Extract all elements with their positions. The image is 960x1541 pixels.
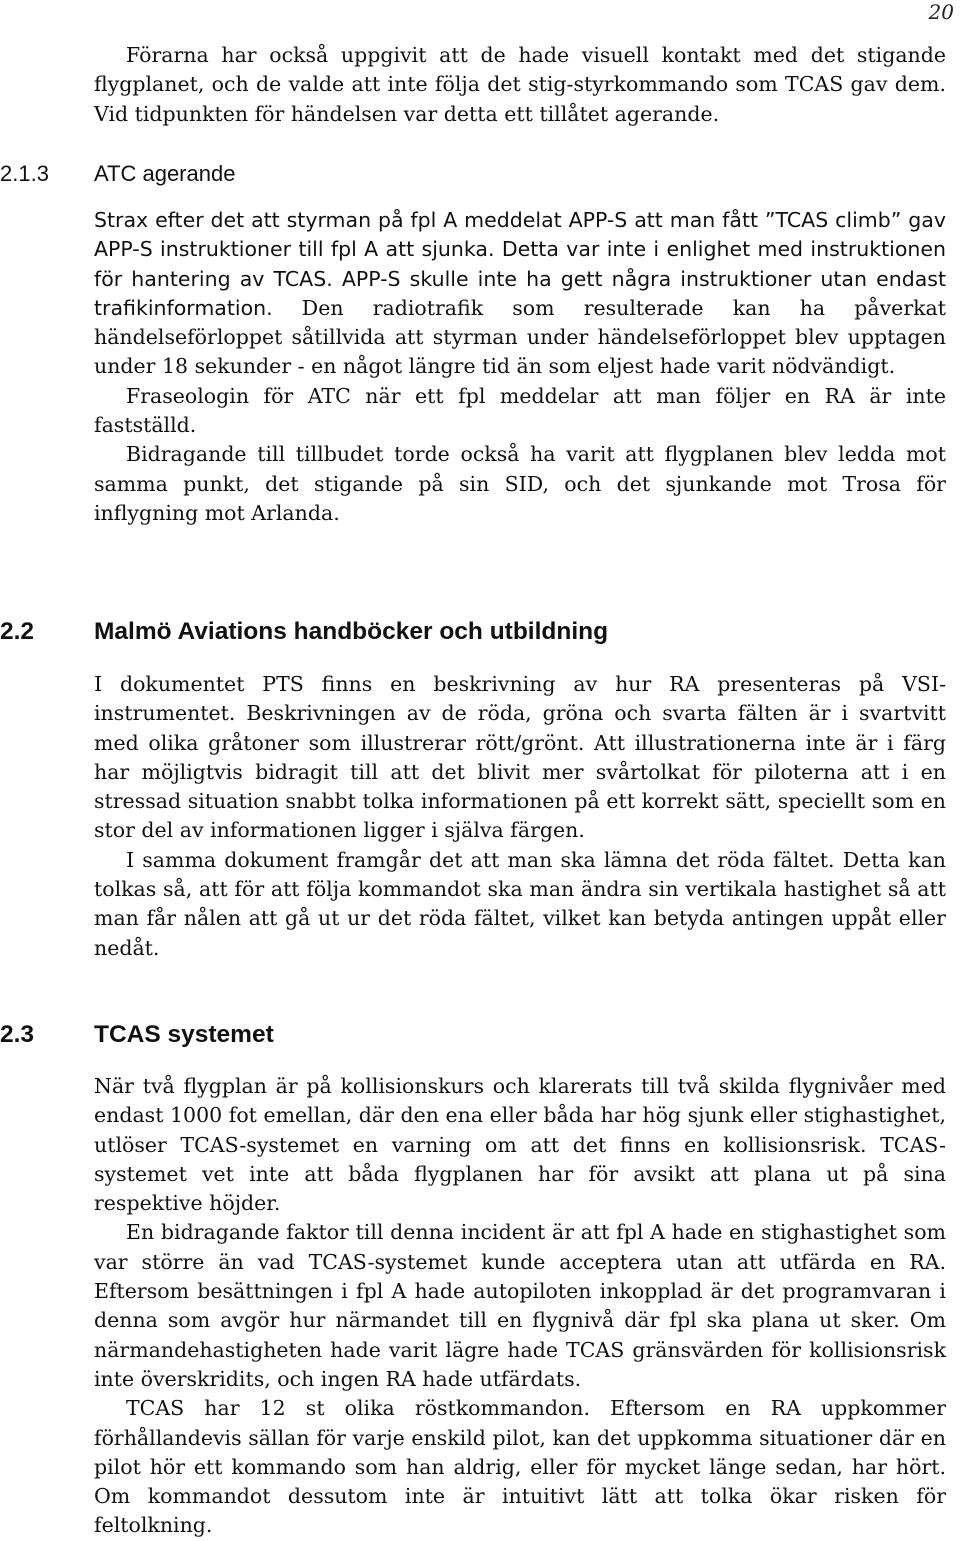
paragraph: När två flygplan är på kollisionskurs och klarerats till två skilda flygnivåer med endast 1000 fot emellan, där den ena eller båda har hög sjunk eller stighastighet, utlöser TCAS-systemet en varning om att det finns en kollisionsrisk. TCAS-systemet vet inte att båda flygplanen har för avsikt att plana ut på sina respektive höjder. xyxy=(94,1074,946,1216)
paragraph: Bidragande till tillbudet torde också ha varit att flygplanen blev ledda mot samma punkt, det stigande på sin SID, och det sjunkande mot Trosa för inflygning mot Arlanda. xyxy=(94,442,946,525)
paragraph: En bidragande faktor till denna incident är att fpl A hade en stighastighet som var större än vad TCAS-systemet kunde acceptera utan att utfärda en RA. Eftersom besättningen i fpl A hade autopiloten inkopplad är det programvaran i denna som avgör hur närmandet till en flygnivå där fpl ska plana ut sker. Om närmandehastigheten hade varit lägre hade TCAS gränsvärden för kollisionsrisk inte överskridits, och ingen RA hade utfärdats. xyxy=(94,1220,946,1391)
section-number: 2.3 xyxy=(0,1021,35,1048)
paragraph: I samma dokument framgår det att man ska lämna det röda fältet. Detta kan tolkas så, att för att följa kommandot ska man ändra sin vertikala hastighet så att man får nålen att gå ut ur det röda fältet, vilket kan betyda antingen uppåt eller nedåt. xyxy=(94,847,946,960)
section-number: 2.1.3 xyxy=(0,161,49,186)
intro-paragraph: Förarna har också uppgivit att de hade visuell kontakt med det stigande flygplanet, och de valde att inte följa det stig-styrkommando som TCAS gav dem. Vid tidpunkten för händelsen var detta ett tillåtet agerande. xyxy=(94,43,946,126)
paragraph xyxy=(94,206,946,382)
section-title: TCAS systemet xyxy=(94,1021,274,1048)
section-2-1-3-body xyxy=(94,206,946,528)
section-2-3-body xyxy=(94,1072,946,1541)
serif-run: Den radiotrafik som resulterade kan ha påverkat händelseförloppet såtillvida att styrman under händelseförloppet blev upptagen under 18 sekunder - en något längre tid än som eljest hade varit nödvändigt. xyxy=(94,295,946,379)
section-title: Malmö Aviations handböcker och utbildning xyxy=(94,618,609,645)
paragraph: TCAS har 12 st olika röstkommandon. Eftersom en RA uppkommer förhållandevis sällan för varje enskild pilot, kan det uppkomma situationer där en pilot hör ett kommando som han aldrig, eller för mycket länge sedan, har hört. Om kommandot dessutom inte är intuitivt lätt att tolka ökar risken för feltolkning. xyxy=(94,1396,946,1538)
sans-run: Strax efter det att styrman på fpl A meddelat APP-S att man fått ”TCAS climb” gav APP-S instruktioner till fpl A att sjunka. Detta var inte i enlighet med instruktionen för hantering av TCAS. APP-S skulle inte ha gett några instruktioner utan endast trafikinformation. xyxy=(94,208,946,320)
section-title: ATC agerande xyxy=(94,161,236,186)
paragraph: Fraseologin för ATC när ett fpl meddelar att man följer en RA är inte fastställd. xyxy=(94,383,946,438)
intro-block xyxy=(94,41,946,129)
section-2-2-body xyxy=(94,670,946,963)
section-number: 2.2 xyxy=(0,618,35,645)
page-number: 20 xyxy=(928,0,954,24)
paragraph: I dokumentet PTS finns en beskrivning av hur RA presenteras på VSI-instrumentet. Beskrivningen av de röda, gröna och svarta fälten är i svartvitt med olika gråtoner som illustrerar rött/grönt. Att illustrationerna inte är i färg har möjligtvis bidragit till att det blivit mer svårtolkat för piloterna att i en stressad situation snabbt tolka informationen på ett korrekt sätt, speciellt som en stor del av informationen ligger i själva färgen. xyxy=(94,672,946,843)
